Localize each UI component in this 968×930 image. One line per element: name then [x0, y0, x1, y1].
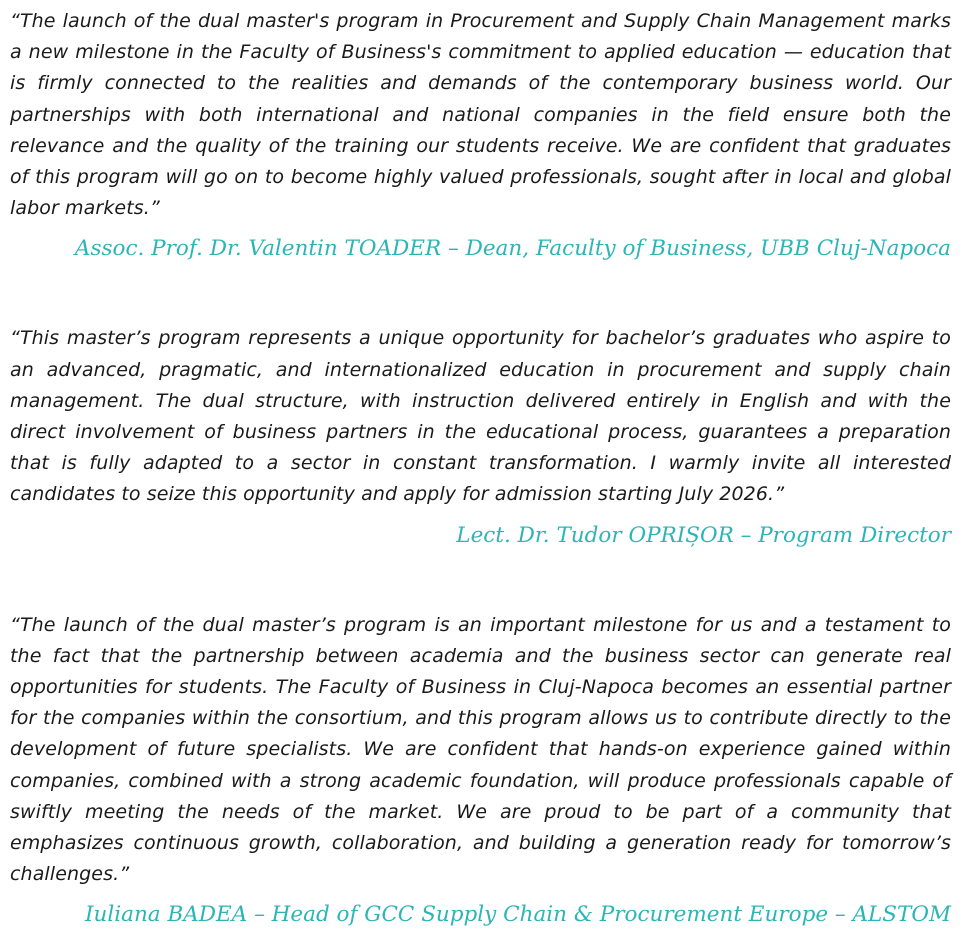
- quote-block-alstom: [10, 610, 951, 930]
- quote-attribution: Iuliana BADEA – Head of GCC Supply Chain & Procurement Europe – ALSTOM: [85, 902, 951, 928]
- quote-attribution: Lect. Dr. Tudor OPRIȘOR – Program Director: [456, 522, 951, 548]
- quote-text: “This master’s program represents a unique opportunity for bachelor’s graduates who aspire to an advanced, pragmatic, and internationalized education in procurement and supply chain management. The dual structure, with instruction delivered entirely in English and with the direct involvement of business partners in the educational process, guarantees a preparation that is fully adapted to a sector in constant transformation. I warmly invite all interested candidates to seize this opportunity and apply for admission starting July 2026.”: [10, 327, 951, 506]
- section-spacer: [10, 551, 951, 610]
- quote-text: “The launch of the dual master's program in Procurement and Supply Chain Management marks a new milestone in the Faculty of Business's commitment to applied education — education that is firmly connected to the realities and demands of the contemporary business world. Our partnerships with both international and national companies in the field ensure both the relevance and the quality of the training our students receive. We are confident that graduates of this program will go on to become highly valued professionals, sought after in local and global labor markets.”: [10, 10, 951, 220]
- quote-text: “The launch of the dual master’s program is an important milestone for us and a testament to the fact that the partnership between academia and the business sector can generate real opportunities for students. The Faculty of Business in Cluj-Napoca becomes an essential partner for the companies within the consortium, and this program allows us to contribute directly to the development of future specialists. We are confident that hands-on experience gained within companies, combined with a strong academic foundation, will produce professionals capable of swiftly meeting the needs of the market. We are proud to be part of a community that emphasizes continuous growth, collaboration, and building a generation ready for tomorrow’s challenges.”: [10, 613, 951, 886]
- quote-block-dean: [10, 6, 951, 264]
- section-spacer: [10, 264, 951, 323]
- quote-block-program-director: [10, 323, 951, 550]
- quote-attribution: Assoc. Prof. Dr. Valentin TOADER – Dean, Faculty of Business, UBB Cluj-Napoca: [74, 236, 951, 262]
